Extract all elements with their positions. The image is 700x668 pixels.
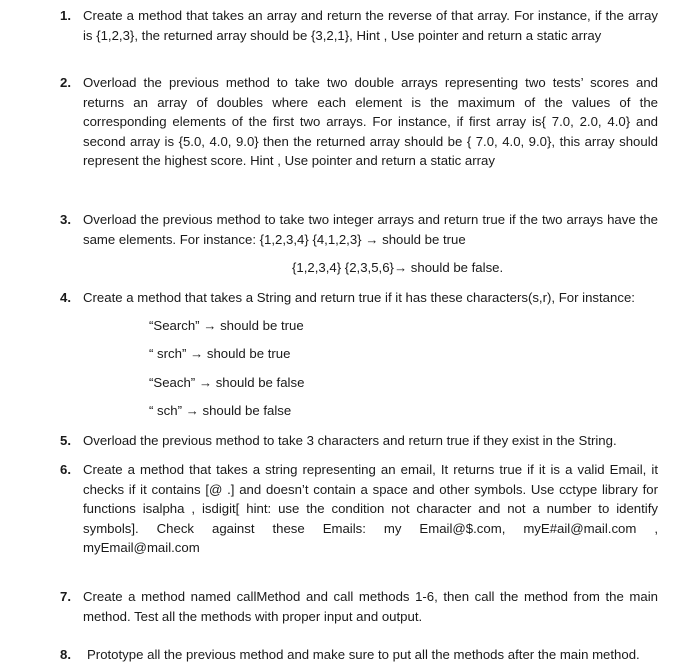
task-6 [60,460,658,558]
task-number: 4. [60,290,71,305]
task-text: Create a method that takes a String and return true if it has these characters(s,r), For instance: [83,290,635,305]
task-number: 3. [60,212,71,227]
task-number: 5. [60,433,71,448]
task-text: Overload the previous method to take two integer arrays and return true if the two arrays have the same elements. For instance: {1,2,3,4} {4,1,2,3} → should be true [83,212,658,247]
task-3 [60,210,658,249]
task-2 [60,73,658,171]
task-5 [60,431,658,451]
task-4-example: “ sch” → should be false [149,403,292,418]
task-text: Create a method that takes a string representing an email, It returns true if it is a valid Email, it checks if it contains [@ .] and doesn’t contain a space and other symbols. Use cctype library for functions isalpha , isdigit[ hint: use the condition not character and not a number to identify symbols]. Check against these Emails: my Email@$.com, myE#ail@mail.com , myEmail@mail.com [83,462,658,556]
task-7 [60,587,658,626]
task-4 [60,288,658,308]
task-3-extra-example: {1,2,3,4} {2,3,5,6}→ should be false. [292,260,504,275]
task-number: 8. [60,647,71,662]
task-number: 1. [60,8,71,23]
task-text: Create a method named callMethod and call methods 1-6, then call the method from the main method. Test all the methods with proper input and output. [83,589,658,624]
task-4-example: “ srch” → should be true [149,346,291,361]
task-text: Overload the previous method to take 3 characters and return true if they exist in the String. [83,433,617,448]
task-number: 6. [60,462,71,477]
task-8 [60,645,658,665]
task-text: Overload the previous method to take two double arrays representing two tests’ scores and returns an array of doubles where each element is the maximum of the values of the corresponding elements of the first two arrays. For instance, if first array is{ 7.0, 2.0, 4.0} and second array is {5.0, 4.0, 9.0} then the returned array should be { 7.0, 4.0, 9.0}, this array should represent the highest score. Hint , Use pointer and return a static array [83,75,658,169]
task-text: Create a method that takes an array and return the reverse of that array. For instance, if the array is {1,2,3}, the returned array should be {3,2,1}, Hint , Use pointer and return a static array [83,8,658,43]
task-1 [60,6,658,45]
task-4-example: “Search” → should be true [149,318,304,333]
task-number: 2. [60,75,71,90]
task-text: Prototype all the previous method and make sure to put all the methods after the main method. [87,647,640,662]
task-4-example: “Seach” → should be false [149,375,305,390]
task-number: 7. [60,589,71,604]
